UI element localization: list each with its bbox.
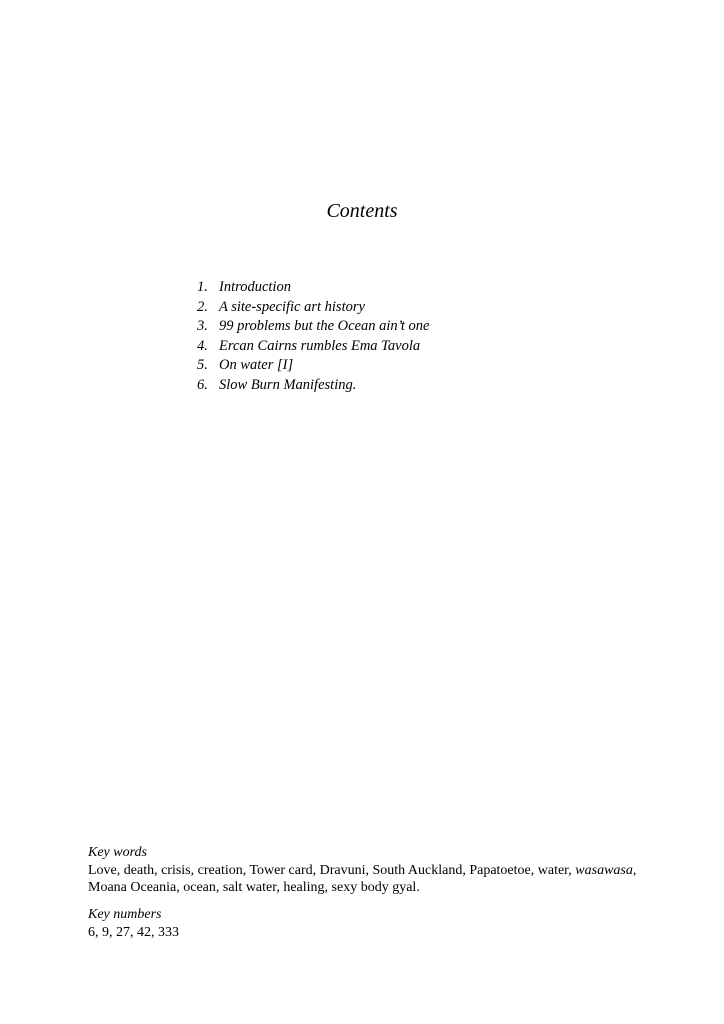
- toc-item-label: Introduction: [219, 279, 291, 295]
- toc-item: [197, 376, 429, 396]
- key-words-section: [88, 844, 648, 897]
- toc-item-label: Ercan Cairns rumbles Ema Tavola: [219, 337, 421, 354]
- page-title: Contents: [326, 200, 398, 222]
- toc-item-number: 4.: [197, 337, 208, 354]
- toc-item-number: 5.: [197, 357, 208, 373]
- key-numbers-heading: Key numbers: [88, 907, 162, 922]
- toc-item: [197, 356, 429, 376]
- toc-item-label: Slow Burn Manifesting.: [219, 376, 357, 393]
- toc-item: [197, 317, 429, 337]
- toc-item-label: 99 problems but the Ocean ain’t one: [219, 318, 430, 334]
- key-words-text: Love, death, crisis, creation, Tower card, Dravuni, South Auckland, Papatoetoe, water,: [88, 862, 576, 878]
- table-of-contents: [197, 278, 429, 395]
- toc-item: [197, 278, 429, 298]
- toc-item-label: A site-specific art history: [219, 298, 365, 315]
- key-words-line-2: Moana Oceania, ocean, salt water, healing, sexy body gyal.: [88, 880, 420, 895]
- toc-item: [197, 337, 429, 357]
- toc-item-number: 1.: [197, 279, 208, 295]
- key-words-italic-term: wasawasa: [575, 862, 633, 878]
- toc-item-number: 6.: [197, 376, 208, 393]
- key-numbers-section: [88, 906, 648, 941]
- key-words-punctuation: ,: [632, 862, 637, 878]
- key-words-line-1: [88, 862, 648, 880]
- toc-item-label: On water [I]: [219, 357, 294, 373]
- key-numbers-values: 6, 9, 27, 42, 333: [88, 924, 179, 940]
- toc-item-number: 2.: [197, 298, 208, 315]
- toc-item-number: 3.: [197, 318, 208, 334]
- toc-item: [197, 298, 429, 318]
- key-words-heading: Key words: [88, 845, 147, 860]
